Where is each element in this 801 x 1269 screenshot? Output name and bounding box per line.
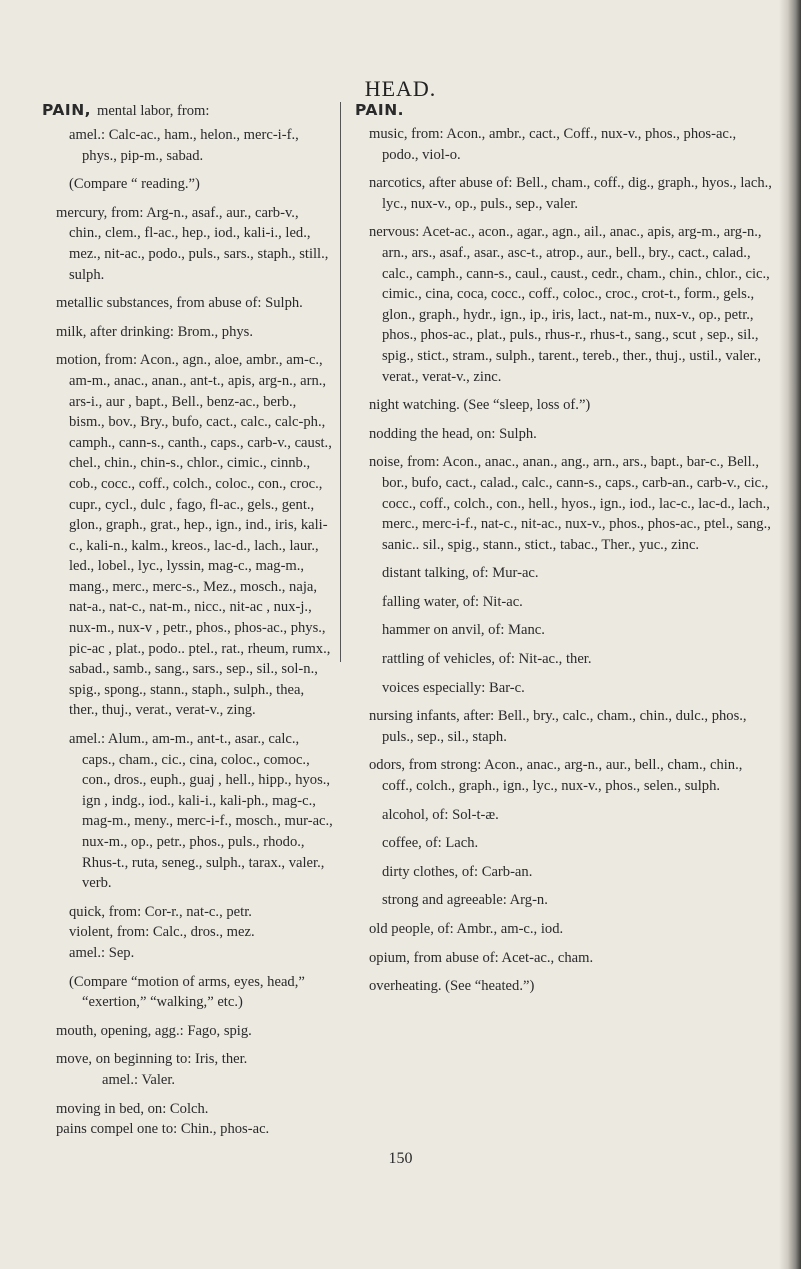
right-entries (355, 124, 775, 997)
rubric-entry: nervous: Acet-ac., acon., agar., agn., ail., anac., apis, arg-m., arg-n., arn., ars., asaf., asar., asc-t., atrop., aur., bell., bry., cact., calad., calc., camph., cann-s., caul., caust., cedr., cham., chin., chlor., cic., cimic., cina, coca, cocc., coff., coloc., croc., crot-t., form., gels., glon., graph., hydr., ign., ip., iris, lact., nat-m., nux-v., op., petr., phos., phos-ac., plat., puls., rhus-r., rhus-t., sang., scut , sep., sil., spig., stict., stram., sulph., tarent., tereb., ther., thuj., ustil., valer., verat., verat-v., zinc. (369, 224, 770, 385)
rubric-entry: narcotics, after abuse of: Bell., cham., coff., dig., graph., hyos., lach., lyc., nux-v., op., puls., sep., valer. (369, 175, 772, 212)
rubric-entry: amel.: Valer. (102, 1071, 176, 1088)
rubric-entry: violent, from: Calc., dros., mez. (69, 924, 255, 941)
rubric-entry: coffee, of: Lach. (382, 835, 479, 852)
rubric-entry: nodding the head, on: Sulph. (369, 425, 537, 442)
rubric-entry: distant talking, of: Mur-ac. (382, 565, 539, 582)
rubric-entry: hammer on anvil, of: Manc. (382, 622, 545, 639)
running-head: HEAD. (364, 76, 437, 101)
rubric-entry: amel.: Sep. (69, 944, 135, 961)
rubric-entry: falling water, of: Nit-ac. (382, 593, 523, 610)
rubric-entry: noise, from: Acon., anac., anan., ang., arn., ars., bapt., bar-c., Bell., bor., bufo, cact., calad., calc., cann-s., caps., carb-an., carb-v., cic., cocc., coff., colch., con., hell., hyos., ign., iod., lac-c., lac-d., lach., merc., merc-i-f., nat-c., nit-ac., nux-v., phos., phos-ac., ptel., sang., sanic.. sil., spig., stann., stict., tabac., Ther., yuc., zinc. (369, 454, 771, 553)
rubric-entry: quick, from: Cor-r., nat-c., petr. (69, 903, 252, 920)
rubric-entry: night watching. (See “sleep, loss of.”) (369, 397, 591, 414)
page-edge-shadow (779, 0, 801, 1269)
rubric-entry: moving in bed, on: Colch. (56, 1100, 209, 1117)
rubric-entry: milk, after drinking: Brom., phys. (56, 323, 253, 340)
rubric-entry: amel.: Alum., am-m., ant-t., asar., calc., caps., cham., cic., cina, coloc., comoc., con., dros., euph., guaj , hell., hipp., hyos., ign , indg., iod., kali-i., kali-ph., mag-c., mag-m., meny., merc-i-f., mosch., mur-ac., nux-m., op., petr., phos., puls., rhodo., Rhus-t., ruta, seneg., sulph., tarax., valer., verb. (69, 731, 333, 892)
rubric-entry: odors, from strong: Acon., anac., arg-n., aur., bell., cham., chin., coff., colch., graph., ign., lyc., nux-v., phos., selen., sulph. (369, 757, 743, 795)
rubric-entry: music, from: Acon., ambr., cact., Coff., nux-v., phos., phos-ac., podo., viol-o. (369, 126, 737, 163)
left-entries (42, 125, 334, 1140)
right-column-heading: PAIN. (355, 101, 405, 119)
left-column (42, 100, 334, 1148)
rubric-entry: (Compare “ reading.”) (69, 176, 200, 193)
rubric-entry: dirty clothes, of: Carb-an. (382, 863, 533, 880)
rubric-entry: strong and agreeable: Arg-n. (382, 892, 548, 909)
rubric-entry: alcohol, of: Sol-t-æ. (382, 806, 499, 823)
rubric-entry: overheating. (See “heated.”) (369, 978, 535, 995)
left-column-heading (42, 100, 334, 122)
rubric-entry: amel.: Calc-ac., ham., helon., merc-i-f., phys., pip-m., sabad. (69, 127, 299, 164)
rubric-entry: (Compare “motion of arms, eyes, head,” “exertion,” “walking,” etc.) (69, 973, 305, 1011)
rubric-entry: rattling of vehicles, of: Nit-ac., ther. (382, 651, 592, 668)
rubric-entry: nursing infants, after: Bell., bry., calc., cham., chin., dulc., phos., puls., sep., sil., staph. (369, 708, 747, 745)
rubric-entry: metallic substances, from abuse of: Sulph. (56, 295, 303, 312)
right-column (355, 100, 775, 1005)
rubric-entry: pains compel one to: Chin., phos-ac. (56, 1121, 270, 1138)
rubric-entry: old people, of: Ambr., am-c., iod. (369, 921, 564, 937)
rubric-entry: voices especially: Bar-c. (382, 679, 525, 696)
left-heading-continuation: mental labor, from: (96, 103, 210, 119)
rubric-entry: motion, from: Acon., agn., aloe, ambr., am-c., am-m., anac., anan., ant-t., apis, arg-n., arn., ars-i., aur , bapt., Bell., benz-ac., berb., bism., bov., Bry., bufo, cact., calc., calc-ph., camph., cann-s., canth., caps., carb-v., caust., chel., chin., chin-s., chlor., cimic., cinnb., cob., cocc., coff., colch., coloc., con., croc., cupr., cycl., dulc , fago, fl-ac., gels., gent., glon., graph., grat., hep., ign., ind., iris, kali-c., kali-n., kalm., kreos., lac-d., lach., laur., led., lobel., lyc., lyssin, mag-c., mag-m., mang., merc., merc-s., Mez., mosch., naja, nat-a., nat-c., nat-m., nicc., nit-ac , nux-j., nux-m., nux-v , petr., phos., phos-ac., phys., pic-ac , plat., podo.. ptel., rat., rheum, rumx., sabad., samb., sang., sars., sep., sil., sol-n., spig., spong., stann., staph., sulph., thea, ther., thuj., verat., verat-v., zing. (56, 352, 332, 719)
page-number: 150 (388, 1150, 413, 1167)
rubric-entry: move, on beginning to: Iris, ther. (56, 1051, 248, 1068)
rubric-entry: opium, from abuse of: Acet-ac., cham. (369, 949, 594, 966)
rubric-entry: mercury, from: Arg-n., asaf., aur., carb-v., chin., clem., fl-ac., hep., iod., kali-i., led., mez., nit-ac., podo., puls., sars., staph., still., sulph. (56, 204, 329, 283)
column-divider (340, 102, 341, 662)
rubric-entry: mouth, opening, agg.: Fago, spig. (56, 1022, 252, 1039)
left-heading-label: PAIN, (42, 101, 92, 119)
